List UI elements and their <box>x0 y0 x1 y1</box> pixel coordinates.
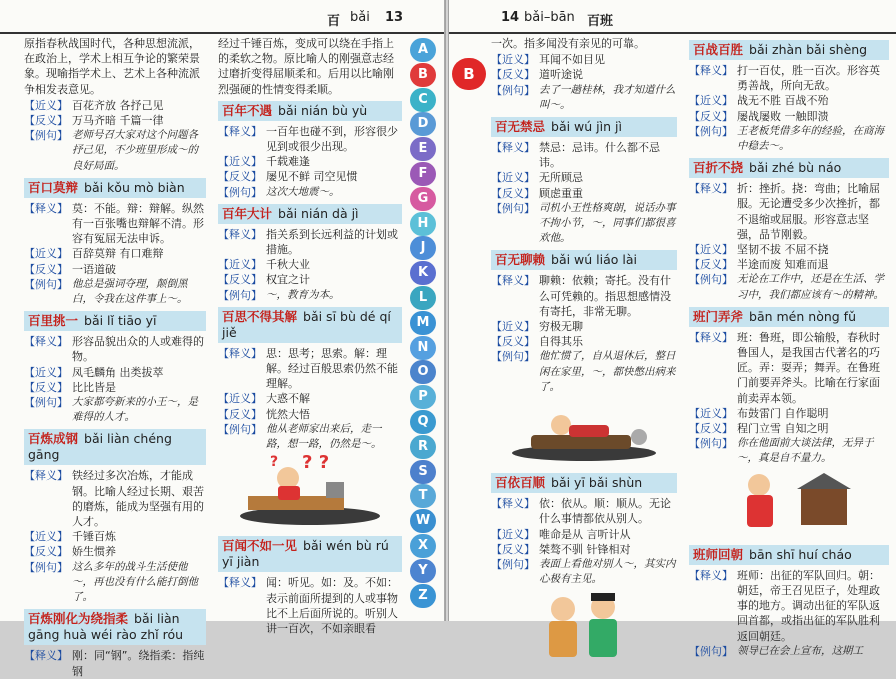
text-segment: 【反义】 <box>491 186 535 200</box>
entry-field-row <box>218 407 402 422</box>
letter-tab-c[interactable]: C <box>410 88 436 112</box>
text-segment: 刚：同“钢”。绕指柔：指纯钢 <box>72 649 205 678</box>
entry-field-row <box>491 334 677 349</box>
text-segment: 百年大计 <box>222 205 273 221</box>
text-segment: 百依百顺 <box>495 475 546 491</box>
entry-field-row <box>689 330 889 406</box>
text-segment: 桀骜不驯 针锋相对 <box>539 542 631 556</box>
entry-heading <box>491 250 677 270</box>
entry-field-row <box>218 185 402 200</box>
text-segment: 大惑不解 <box>266 392 310 406</box>
text-segment: 【例句】 <box>24 396 68 410</box>
header-pinyin: bǎi <box>350 10 370 25</box>
text-segment: 老师号召大家对这个问题各抒己见，不少班里形成～的良好局面。 <box>72 129 198 172</box>
letter-tab-h[interactable]: H <box>410 212 436 236</box>
text-segment: 班：鲁班，即公输般，春秋时鲁国人，是我国古代著名的巧匠。弄：耍弄；舞弄。在鲁班门前要弄斧头。比喻在行家面前卖弄本领。 <box>737 330 880 405</box>
text-segment: 【近义】 <box>218 258 262 272</box>
text-segment: 【释义】 <box>24 469 68 483</box>
text-segment: 班师回朝 <box>693 546 744 562</box>
text-segment: 自得其乐 <box>539 335 583 349</box>
text-segment: 经过千锤百炼，变成可以绕在手指上的柔软之物。原比喻人的刚强意志经过磨折变得屈顺柔和。后用以比喻刚烈强硬的性情变得柔顺。 <box>218 37 394 96</box>
entry-heading <box>689 545 889 565</box>
text-segment: 【反义】 <box>218 407 262 421</box>
text-segment: 聊赖：依赖；寄托。没有什么可凭赖的。指思想感情没有寄托，非常无聊。 <box>539 274 671 318</box>
text-segment: 百战百胜 <box>693 42 744 57</box>
text-segment: 【反义】 <box>24 380 68 394</box>
text-segment: 禁忌：忌讳。什么都不忌讳。 <box>539 141 660 170</box>
text-segment: 无所顾忌 <box>539 171 583 185</box>
left-column-2 <box>218 36 402 636</box>
entry-field-row <box>218 422 402 452</box>
entry-field-row <box>24 201 206 247</box>
text-segment: 【近义】 <box>24 365 68 379</box>
text-segment: 百无禁忌 <box>495 119 546 135</box>
text-segment: bǎi zhé bù náo <box>749 160 842 176</box>
text-segment: 指关系到长远利益的计划或措施。 <box>266 227 398 257</box>
text-segment: 【释义】 <box>218 227 262 241</box>
text-segment: 【反义】 <box>491 542 535 556</box>
text-segment: 【近义】 <box>24 98 68 112</box>
text-segment: 【例句】 <box>24 277 68 291</box>
entry-field-row <box>491 542 677 557</box>
entry-field-row <box>218 346 402 392</box>
entry-field-row <box>491 273 677 319</box>
text-segment: 权宜之计 <box>266 273 310 287</box>
entry-field-row <box>24 380 206 395</box>
text-segment: 他总是强词夺理，颠倒黑白，令我在这件事上～。 <box>72 277 188 306</box>
text-segment: 【例句】 <box>491 558 535 572</box>
letter-tab-n[interactable]: N <box>410 336 436 360</box>
text-segment: 【反义】 <box>689 109 733 123</box>
entry-field-row <box>491 140 677 170</box>
text-segment: 顾虑重重 <box>539 186 583 200</box>
text-segment: 【近义】 <box>491 527 535 541</box>
text-segment: 【例句】 <box>218 422 262 436</box>
text-segment: 凤毛麟角 出类拔萃 <box>72 365 164 379</box>
entry-field-row <box>689 93 889 108</box>
letter-tab-m[interactable]: M <box>410 311 436 335</box>
text-segment: 千秋大业 <box>266 258 310 272</box>
text-segment: 思：思考；思索。解：理解。经过百般思索仍然不能理解。 <box>266 346 398 391</box>
text-segment: 【例句】 <box>689 124 733 138</box>
text-segment: 这次大地震～。 <box>266 185 340 198</box>
text-segment: 【例句】 <box>689 644 733 658</box>
text-segment: 布鼓雷门 自作聪明 <box>737 406 829 420</box>
letter-tab-o[interactable]: O <box>410 360 436 384</box>
text-segment: 【释义】 <box>689 330 733 344</box>
entry-field-row <box>689 406 889 421</box>
entry-heading <box>218 204 402 224</box>
text-segment: 万马齐暗 千篇一律 <box>72 114 164 128</box>
text-segment: 【例句】 <box>491 83 535 97</box>
text-segment: 【反义】 <box>24 545 68 559</box>
letter-tab-e[interactable]: E <box>410 137 436 161</box>
page-number: 14 <box>501 10 520 25</box>
text-segment: 他忙惯了，自从退休后，整日闲在家里，～，都快憋出病来了。 <box>539 350 676 393</box>
right-column-1 <box>491 36 677 670</box>
letter-tab-k[interactable]: K <box>410 261 436 285</box>
letter-tab-y[interactable]: Y <box>410 559 436 583</box>
text-segment: 百口莫辩 <box>28 179 79 195</box>
letter-tab-p[interactable]: P <box>410 385 436 409</box>
text-segment: 【近义】 <box>218 155 262 169</box>
entry-field-row <box>491 201 677 247</box>
text-segment: 表面上看他对别人～，其实内心极有主见。 <box>539 558 676 586</box>
entry-heading <box>218 307 402 343</box>
entry-field-row <box>218 288 402 303</box>
text-segment: 娇生惯养 <box>72 545 116 559</box>
entry-field-row <box>491 83 677 113</box>
text-segment: 穷极无聊 <box>539 320 583 334</box>
text-segment: 【反义】 <box>218 273 262 287</box>
entry-field-row <box>689 181 889 242</box>
text-segment: bǎi sī bù dé qí jiě <box>222 308 391 340</box>
entry-field-row <box>689 272 889 302</box>
letter-tab-t[interactable]: T <box>410 484 436 508</box>
thinking-child-illustration <box>218 452 402 528</box>
right-page <box>449 0 896 658</box>
text-segment: 百闻不如一见 <box>222 538 298 554</box>
entry-field-row <box>218 272 402 287</box>
text-segment: 屡战屡败 一触即溃 <box>737 109 829 123</box>
entry-heading <box>218 536 402 572</box>
entry-field-row <box>24 334 206 364</box>
text-segment: 百年不遇 <box>222 102 273 118</box>
text-segment: 【释义】 <box>24 201 68 215</box>
left-page <box>0 0 445 678</box>
letter-tab-b[interactable]: B <box>452 58 486 90</box>
entry-heading <box>689 307 889 327</box>
entry-field-row <box>689 124 889 154</box>
entry-field-row <box>689 644 889 659</box>
text-segment: bǎi nián dà jì <box>278 205 359 221</box>
text-segment: 【例句】 <box>218 185 262 199</box>
text-segment: 【释义】 <box>491 274 535 288</box>
entry-field-row <box>491 527 677 542</box>
entry-field-row <box>491 67 677 82</box>
text-segment: 【近义】 <box>218 392 262 406</box>
text-segment: 一语道破 <box>72 262 116 276</box>
entry-field-row <box>24 365 206 380</box>
entry-heading <box>24 311 206 331</box>
text-segment: 折：挫折。挠：弯曲；比喻屈服。无论遭受多少次挫折，都不退缩或屈服。形容意志坚强，品节刚毅。 <box>737 182 880 241</box>
text-segment: bǎi liàn chéng gāng <box>28 431 172 463</box>
text-segment: ～，教育为本。 <box>266 288 340 301</box>
page-number: 13 <box>385 10 404 25</box>
text-segment: bān mén nòng fǔ <box>749 308 856 324</box>
text-segment: 【反义】 <box>218 170 262 184</box>
entry-field-row <box>24 277 206 307</box>
text-segment: 【例句】 <box>24 560 68 574</box>
resting-man-illustration <box>491 395 677 465</box>
text-segment: bān shī huí cháo <box>749 546 852 562</box>
entry-heading <box>218 101 402 121</box>
entry-field-row <box>689 436 889 466</box>
text-segment: 依：依从。顺：顺从。无论什么事情都依从别人。 <box>539 497 671 526</box>
entry-field-row <box>24 262 206 277</box>
entry-field-row <box>491 52 677 67</box>
text-segment: 【释义】 <box>24 649 68 663</box>
text-segment: 大家都夸新来的小王～，是难得的人才。 <box>72 396 198 424</box>
text-segment: 百思不得其解 <box>222 308 298 324</box>
svg-text:?: ? <box>270 454 279 471</box>
entry-field-row <box>24 468 206 529</box>
text-segment: 战无不胜 百战不殆 <box>737 94 829 108</box>
text-segment: 闻：听见。如：及。不如：表示前面所提到的人或事物比不上后面所说的。听别人讲一百次，不如亲眼看 <box>266 576 398 636</box>
text-segment: 【释义】 <box>218 576 262 590</box>
text-segment: 程门立雪 自知之明 <box>737 422 829 436</box>
anti-row <box>24 113 206 128</box>
text-segment: 半途而废 知难而退 <box>737 258 829 272</box>
text-segment: 无论在工作中，还是在生活、学习中，我们都应该有～的精神。 <box>737 273 884 301</box>
entry-field-row <box>218 257 402 272</box>
entry-field-row <box>689 421 889 436</box>
text-segment: 【近义】 <box>689 243 733 257</box>
entry-field-row <box>689 257 889 272</box>
header-title: 百班 <box>587 14 614 29</box>
text-segment: 【释义】 <box>218 124 262 138</box>
letter-tab-r[interactable]: R <box>410 435 436 459</box>
text-segment: 你在他面前大谈法律，无异于～，真是自不量力。 <box>737 437 874 465</box>
two-figures-illustration <box>491 587 677 665</box>
text-segment: 千载难逢 <box>266 155 310 169</box>
entry-field-row <box>491 319 677 334</box>
alphabet-index-tabs <box>410 38 440 608</box>
text-segment: 【例句】 <box>491 201 535 215</box>
text-segment: 一百年也碰不到，形容很少见到或很少出现。 <box>266 124 398 154</box>
entry-field-row <box>218 391 402 406</box>
header-title: 百 <box>327 14 341 29</box>
entry-field-row <box>689 242 889 257</box>
text-segment: 王老板凭借多年的经验，在商海中稳去～。 <box>737 124 884 153</box>
text-segment: 【释义】 <box>689 568 733 582</box>
text-segment: 去了一趟桂林，我才知道什么叫～。 <box>539 83 676 111</box>
text-segment: 【反义】 <box>491 68 535 82</box>
carpenter-illustration <box>689 467 889 537</box>
entry-field-row <box>24 246 206 261</box>
letter-tab-d[interactable]: D <box>410 112 436 136</box>
entry-field-row <box>689 568 889 644</box>
entry-heading <box>491 473 677 493</box>
letter-tab-q[interactable]: Q <box>410 410 436 434</box>
text-segment: 这么多年的战斗生活使他～，再也没有什么能打倒他了。 <box>72 560 198 604</box>
entry-field-row <box>491 186 677 201</box>
intro-text: 原指春秋战国时代，各种思想流派，在政治上，学术上相互争论的繁荣景象。现喻指学术上、艺术上各种流派争相发表意见。 <box>24 37 200 96</box>
entry-field-row <box>491 170 677 185</box>
text-segment: bǎi wú liáo lài <box>551 252 638 268</box>
letter-tab-j[interactable]: J <box>410 236 436 260</box>
text-segment: 一次。指多闻没有亲见的可靠。 <box>491 37 645 50</box>
svg-text:? ?: ? ? <box>302 452 330 474</box>
entry-field-row <box>24 560 206 606</box>
entry-heading <box>689 158 889 178</box>
text-segment: 【近义】 <box>689 94 733 108</box>
text-segment: 【反义】 <box>491 335 535 349</box>
text-segment: 千锤百炼 <box>72 530 116 544</box>
letter-tab-g[interactable]: G <box>410 187 436 211</box>
text-segment: 【释义】 <box>491 497 535 511</box>
text-segment: bǎi nián bù yù <box>278 102 368 118</box>
text-segment: bǎi wú jìn jì <box>551 119 622 135</box>
entry-field-row <box>491 496 677 526</box>
text-segment: 唯命是从 言听计从 <box>539 527 631 541</box>
text-segment: bǎi liàn gāng huà wéi rào zhǐ róu <box>28 611 184 643</box>
text-segment: 百花齐放 各抒己见 <box>72 98 164 112</box>
entry-heading <box>491 117 677 137</box>
entry-heading <box>689 40 889 60</box>
text-segment: 【近义】 <box>491 320 535 334</box>
entry-heading <box>24 429 206 465</box>
text-segment: 【例句】 <box>491 350 535 364</box>
letter-tab-z[interactable]: Z <box>410 584 436 608</box>
text-segment: 【例句】 <box>689 273 733 287</box>
entry-field-row <box>218 124 402 154</box>
text-segment: 【反义】 <box>689 258 733 272</box>
letter-tab-b[interactable]: B <box>410 63 436 87</box>
text-segment: 班师：出征的军队回归。朝：朝廷，帝王召见臣子，处理政事的地方。调动出征的军队返回首都，或指出征的军队胜利返回朝廷。 <box>737 568 880 643</box>
text-segment: 【释义】 <box>689 64 733 77</box>
text-segment: 司机小王性格爽朗，说话办事不拘小节，～，同事们都很喜欢他。 <box>539 201 676 245</box>
example-row <box>24 128 206 174</box>
entry-field-row <box>218 227 402 257</box>
text-segment: 铁经过多次冶炼，才能成钢。比喻人经过长期、艰苦的磨炼，能成为坚强有用的人才。 <box>72 469 204 529</box>
left-page-header <box>0 0 444 34</box>
text-segment: 百辞莫辩 有口难辩 <box>72 247 164 261</box>
near-row <box>24 98 206 113</box>
header-pinyin: bǎi–bān <box>524 10 575 25</box>
text-segment: 【释义】 <box>24 335 68 349</box>
text-segment: bǎi lǐ tiāo yī <box>84 313 157 329</box>
text-segment: 【反义】 <box>24 114 68 128</box>
text-segment: bǎi yī bǎi shùn <box>551 475 643 491</box>
text-segment: 【例句】 <box>689 437 733 451</box>
text-segment: bǎi zhàn bǎi shèng <box>749 42 868 57</box>
text-segment: 【近义】 <box>491 53 535 67</box>
text-segment: 百炼刚化为绕指柔 <box>28 611 129 627</box>
letter-tab-w[interactable]: W <box>410 509 436 533</box>
entry-field-row <box>218 575 402 636</box>
entry-field-row <box>24 529 206 544</box>
letter-tab-a[interactable]: A <box>410 38 436 62</box>
text-segment: 【释义】 <box>491 141 535 155</box>
left-column-1 <box>24 36 206 679</box>
entry-field-row <box>689 109 889 124</box>
text-segment: 领导已在会上宣布，这期工 <box>737 644 863 657</box>
text-segment: 打一百仗，胜一百次。形容英勇善战，所向无敌。 <box>737 64 880 93</box>
text-segment: 【近义】 <box>24 247 68 261</box>
text-segment: 屡见不鲜 司空见惯 <box>266 170 358 184</box>
text-segment: 比比皆是 <box>72 380 116 394</box>
text-segment: 莫：不能。辩：辩解。纵然有一百张嘴也辩解不清。形容有冤屈无法申诉。 <box>72 201 204 246</box>
text-segment: 【近义】 <box>689 406 733 420</box>
entry-field-row <box>491 349 677 395</box>
text-segment: 他从老师家出来后，走一路，想一路，仍然是～。 <box>266 422 382 451</box>
text-segment: bǎi kǒu mò biàn <box>84 179 185 195</box>
right-page-header <box>449 0 896 34</box>
text-segment: 【例句】 <box>218 288 262 302</box>
letter-tab-l[interactable]: L <box>410 286 436 310</box>
entry-field-row <box>24 395 206 425</box>
entry-field-row <box>218 169 402 184</box>
text-segment: 道听途说 <box>539 68 583 82</box>
entry-field-row <box>491 557 677 587</box>
text-segment: 【反义】 <box>689 422 733 436</box>
text-segment: 耳闻不如目见 <box>539 53 605 67</box>
text-segment: 【反义】 <box>24 262 68 276</box>
entry-field-row <box>218 154 402 169</box>
letter-tab-x[interactable]: X <box>410 534 436 558</box>
entry-heading <box>24 609 206 645</box>
entry-field-row <box>24 648 206 678</box>
entry-field-row <box>24 544 206 559</box>
entry-field-row <box>689 63 889 93</box>
text-segment: 百炼成钢 <box>28 431 79 447</box>
text-segment: 百折不挠 <box>693 160 744 176</box>
text-segment: 坚韧不拔 不屈不挠 <box>737 243 829 257</box>
text-segment: 【例句】 <box>24 129 68 143</box>
text-segment: 班门弄斧 <box>693 308 744 324</box>
letter-tab-f[interactable]: F <box>410 162 436 186</box>
text-segment: 【释义】 <box>689 182 733 196</box>
text-segment: 百里挑一 <box>28 313 79 329</box>
text-segment: 【近义】 <box>24 530 68 544</box>
text-segment: 恍然大悟 <box>266 407 310 421</box>
entry-heading <box>24 178 206 198</box>
text-segment: bǎi wén bù rú yī jiàn <box>222 538 389 570</box>
text-segment: 百无聊赖 <box>495 252 546 268</box>
text-segment: 【近义】 <box>491 171 535 185</box>
text-segment: 【释义】 <box>218 346 262 360</box>
letter-tab-s[interactable]: S <box>410 460 436 484</box>
text-segment: 形容品貌出众的人或难得的物。 <box>72 335 204 364</box>
right-column-2 <box>689 36 889 659</box>
